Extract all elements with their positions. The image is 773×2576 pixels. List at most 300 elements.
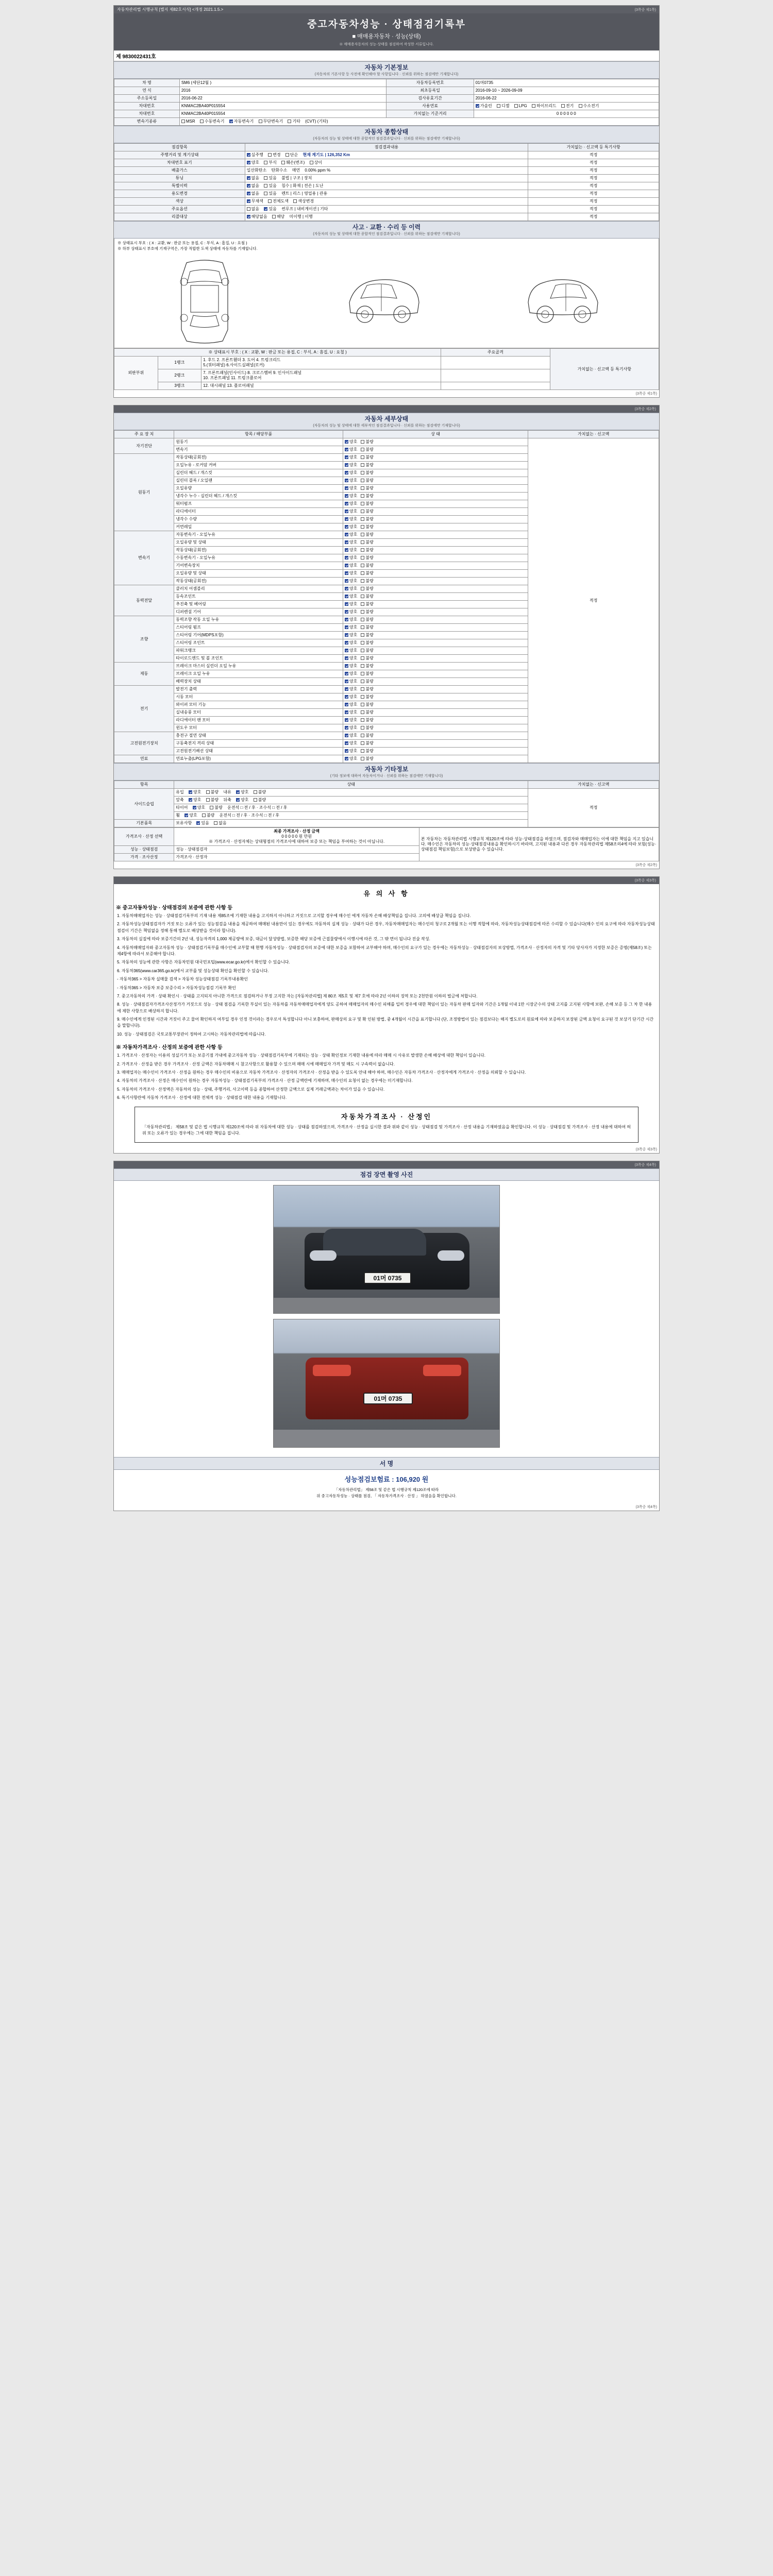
section-accident-title: 사고 · 교환 · 수리 등 이력 xyxy=(352,224,421,231)
overall-opt-0-1[interactable]: 변경 xyxy=(268,152,280,158)
state-bad[interactable]: 불량 xyxy=(361,648,373,653)
detail-part: 냉각수 누수 - 실린더 헤드 / 개스킷 xyxy=(174,493,343,500)
detail-col-1: 항목 / 해당부품 xyxy=(174,431,343,438)
recall-none[interactable]: 해당없음 xyxy=(247,214,267,219)
option-detail: 썬루프 | 내비게이션 | 기타 xyxy=(281,207,328,211)
document-note: ※ 매매용자동차의 성능·상태를 점검하여 작성한 서류입니다. xyxy=(339,43,434,46)
section-detail-header xyxy=(114,413,659,430)
page-indicator-1: (3쪽중 제1쪽) xyxy=(634,8,656,12)
basic-items-yes[interactable]: 있음 xyxy=(196,821,209,826)
state-good[interactable]: 양호 xyxy=(345,702,357,707)
detail-state xyxy=(343,508,528,516)
basic-label-1: 연 식 xyxy=(114,87,180,95)
overall-memo-3: 적정 xyxy=(528,175,659,182)
overall-memo-6: 적정 xyxy=(528,198,659,206)
state-good[interactable]: 양호 xyxy=(345,509,357,514)
state-good[interactable]: 양호 xyxy=(345,470,357,476)
state-bad[interactable]: 불량 xyxy=(361,470,373,476)
detail-part: 작동상태(공회전) xyxy=(174,454,343,462)
history-yes[interactable]: 있음 xyxy=(264,183,276,189)
state-good[interactable]: 양호 xyxy=(345,633,357,638)
overall-memo-7: 적정 xyxy=(528,206,659,213)
detail-state xyxy=(343,462,528,469)
state-bad[interactable]: 불량 xyxy=(361,517,373,522)
history-detail: 침수 | 화재 | 전손 | 도난 xyxy=(281,183,324,188)
overall-memo-5: 적정 xyxy=(528,190,659,198)
detail-state xyxy=(343,585,528,593)
others-table xyxy=(114,781,659,827)
state-bad[interactable]: 불량 xyxy=(361,478,373,483)
detail-part: 실내송풍 모터 xyxy=(174,709,343,717)
page-indicator-3: (3쪽중 제3쪽) xyxy=(634,879,656,883)
detail-part: 커먼레일 xyxy=(174,523,343,531)
state-bad[interactable]: 불량 xyxy=(361,447,373,452)
state-good[interactable]: 양호 xyxy=(345,687,357,692)
sideslip-left-ng[interactable]: 불량 xyxy=(206,790,219,795)
basic-value-0: SM6 (세단12월 ) xyxy=(179,79,386,87)
detail-part: 윈도우 모터 xyxy=(174,724,343,732)
detail-state xyxy=(343,570,528,578)
state-bad[interactable]: 불량 xyxy=(361,509,373,514)
option-none[interactable]: 없음 xyxy=(247,207,259,212)
state-bad[interactable]: 불량 xyxy=(361,656,373,661)
section-photos-title: 점검 장면 촬영 사진 xyxy=(360,1171,413,1179)
detail-part: 워터펌프 xyxy=(174,500,343,508)
document-title: 중고자동차성능 · 상태점검기록부 xyxy=(307,19,466,30)
detail-part: 수동변속기 - 오일누유 xyxy=(174,554,343,562)
state-good[interactable]: 양호 xyxy=(345,540,357,545)
detail-state xyxy=(343,608,528,616)
overall-memo-2: 적정 xyxy=(528,167,659,175)
basic-label-2: 주소등록일 xyxy=(114,95,180,103)
overall-col-0: 점검항목 xyxy=(114,144,245,151)
state-good[interactable]: 양호 xyxy=(345,749,357,754)
table-row xyxy=(114,79,659,87)
state-bad[interactable]: 불량 xyxy=(361,609,373,615)
tire-ng[interactable]: 불량 xyxy=(210,805,222,810)
table-row xyxy=(114,213,659,221)
inspection-fee xyxy=(114,1470,659,1486)
notice-title: 유 의 사 항 xyxy=(363,890,410,897)
notice-item: 6. 특기사항란에 자동차 가격조사 · 산정에 대한 전체적 성능 · 상태점검 대한 내용을 기재합니다. xyxy=(117,1095,287,1100)
tuning-none[interactable]: 없음 xyxy=(247,176,259,181)
trans-option-2[interactable]: 자동변속기 xyxy=(229,119,254,124)
others-row-2 xyxy=(174,804,528,812)
notice-item: - 자동차365 > 자동차 보증 보증수리 > 자동차성능점검 기록부 확인 xyxy=(117,985,236,990)
detail-part: 시동 모터 xyxy=(174,693,343,701)
sign-note-2: 위 중고자동차성능 · 상태를 점검, 「 자동차가격조사 · 산정 」 하였음을 확인합니다. xyxy=(316,1494,457,1499)
overall-item-5: 용도변경 xyxy=(114,190,245,198)
detail-state xyxy=(343,647,528,655)
state-good[interactable]: 양호 xyxy=(345,671,357,676)
price-title: 최종 가격조사 · 산정 금액 xyxy=(274,829,320,834)
recall-yes[interactable]: 해당 xyxy=(272,214,284,219)
overall-detail-7 xyxy=(245,206,528,213)
document-title-block xyxy=(114,13,659,50)
section-detail-title: 자동차 세부상태 xyxy=(364,415,409,422)
tuning-detail: 불법 | 구조 | 장치 xyxy=(281,176,312,180)
detail-state xyxy=(343,678,528,686)
detail-state xyxy=(343,709,528,717)
overall-detail-6 xyxy=(245,198,528,206)
detail-state xyxy=(343,554,528,562)
axle-rear-ok[interactable]: 양호 xyxy=(236,798,248,803)
state-bad[interactable]: 불량 xyxy=(361,664,373,669)
overall-detail-8 xyxy=(245,213,528,221)
page-2-top-strip xyxy=(114,405,659,413)
state-good[interactable]: 양호 xyxy=(345,571,357,576)
page-4-ref xyxy=(117,1163,118,1167)
color-1[interactable]: 전체도색 xyxy=(268,199,289,204)
basic-value-1: 2016 xyxy=(179,87,386,95)
state-good[interactable]: 양호 xyxy=(345,664,357,669)
basic-vin-value: KNMAC2BA40P015554 xyxy=(179,110,386,118)
fuel-option-0[interactable]: 가솔린 xyxy=(476,104,492,109)
rank-1-label: 1랭크 xyxy=(158,357,201,369)
table-row xyxy=(114,151,659,159)
notice-list-2 xyxy=(114,993,659,1038)
detail-state xyxy=(343,632,528,639)
notice-item: 2. 자동차성능상태점검자가 거짓 또는 오류가 있는 성능점검을 내용을 제공하여 매매된 내용만이 있는 경우에도 자동차의 실제 성능 · 상태가 다른 경우, 자동차매매업자는 매수인의 청구로 2개월 또는 이행 적합에 따라, 자동차성능상태점검에 따른 수리할 수 있습니다(매수 인의 요구에 따라 자동차성능상태점검이 기간은 책임없을 정해 통해 별도로 배상받을 것이라 합니다). xyxy=(117,922,655,933)
state-good[interactable]: 양호 xyxy=(345,439,357,445)
tire-ok[interactable]: 양호 xyxy=(193,805,205,810)
price-row-label-0: 성능 · 상태점검 xyxy=(114,846,174,854)
form-reference: 자동차관리법 시행규칙 [별지 제82호서식] <개정 2021.1.5.> xyxy=(117,7,224,12)
detail-state xyxy=(343,547,528,554)
basic-items-no[interactable]: 없음 xyxy=(214,821,226,826)
notice-item: 8. 성능 · 상태점검자가격조사산정가가 거짓으로 성능 · 상태 점검을 기록한 부실이 있는 자동차를 자동차매매업자에게 양도 공하여 매매업자의 매수인 피해를 입히 경우에 대한 책임이 있는 자동차 판매 일자와 기간은 1개월 이내 1만 시장군수의 상태 고지를 고지된 사항에 보완, 손해 보증 등 그 차 한 내용에 제한 사항으로 배상하지 합니다. xyxy=(117,1002,652,1013)
basic-odo-label: 가치없는 기준거리 xyxy=(386,110,474,118)
others-item-basic: 기본품목 xyxy=(114,820,174,827)
detail-part: 원동기 xyxy=(174,438,343,446)
detail-state xyxy=(343,724,528,732)
detail-state xyxy=(343,454,528,462)
state-good[interactable]: 양호 xyxy=(345,517,357,522)
overall-opt-1-3[interactable]: 상이 xyxy=(310,160,322,165)
rank-3-label: 3랭크 xyxy=(158,382,201,390)
table-header-row xyxy=(114,144,659,151)
emission-smoke: 매연 xyxy=(292,168,300,173)
option-yes[interactable]: 있음 xyxy=(264,207,276,212)
page-1-top-strip xyxy=(114,6,659,13)
page-1-footer: (3쪽중 제1쪽) xyxy=(635,392,657,396)
detail-group-고전원전기장치: 고전원전기장치 xyxy=(114,732,174,755)
color-0[interactable]: 무채색 xyxy=(247,199,263,204)
detail-part: 오일유량 및 상태 xyxy=(174,570,343,578)
overall-detail-3 xyxy=(245,175,528,182)
state-good[interactable]: 양호 xyxy=(345,679,357,684)
state-bad[interactable]: 불량 xyxy=(361,463,373,468)
guarantee-text: 「자동차관리법」 제58조 및 같은 법 시행규칙 제120조에 따라 위 자동차에 대한 성능 · 상태를 점검하였으며, 가격조사 · 산정을 실시한 결과 위와 같이 성능 · 상태점검 및 가격조사 · 산정 내용을 기재하였음을 확인합니다. 이 성능 · 상태점검 및 가격조사 · 산정 내용에 대하여 허위 또는 오류가 있는 경우에는 그에 대한 책임을 집니다. xyxy=(142,1124,631,1136)
detail-state xyxy=(343,539,528,547)
state-good[interactable]: 양호 xyxy=(345,733,357,738)
state-good[interactable]: 양호 xyxy=(345,617,357,622)
state-bad[interactable]: 불량 xyxy=(361,710,373,715)
detail-part: 고전원전기배선 상태 xyxy=(174,748,343,755)
car-diagram-left xyxy=(340,253,425,344)
others-memo: 적정 xyxy=(528,789,659,827)
overall-opt-1-0[interactable]: 양호 xyxy=(247,160,259,165)
overall-item-3: 튜닝 xyxy=(114,175,245,182)
others-col-2: 가치없는 · 신고액 xyxy=(528,781,659,789)
others-item-sideslip: 사이드슬립 xyxy=(114,789,174,820)
state-bad[interactable]: 불량 xyxy=(361,548,373,553)
sideslip-right-ng[interactable]: 불량 xyxy=(254,790,266,795)
others-row-4 xyxy=(174,820,528,827)
state-bad[interactable]: 불량 xyxy=(361,741,373,746)
page-2-footer: (3쪽중 제2쪽) xyxy=(635,863,657,867)
emission-values: 0.00% ppm % xyxy=(305,168,331,173)
trans-option-1[interactable]: 수동변속기 xyxy=(200,119,225,124)
table-row xyxy=(114,87,659,95)
table-row xyxy=(114,190,659,198)
overall-item-4: 특별이력 xyxy=(114,182,245,190)
state-bad[interactable]: 불량 xyxy=(361,640,373,646)
price-title-cell xyxy=(174,828,419,846)
overall-item-0: 주행거리 및 계기상태 xyxy=(114,151,245,159)
detail-part: 배력장치 상태 xyxy=(174,678,343,686)
fuel-option-1[interactable]: 디젤 xyxy=(497,104,509,109)
overall-col-2: 점검결과내용 xyxy=(245,144,528,151)
overall-item-7: 주요옵션 xyxy=(114,206,245,213)
state-bad[interactable]: 불량 xyxy=(361,602,373,607)
state-good[interactable]: 양호 xyxy=(345,718,357,723)
state-good[interactable]: 양호 xyxy=(345,579,357,584)
others-col-1: 상태 xyxy=(174,781,528,789)
state-good[interactable]: 양호 xyxy=(345,741,357,746)
state-bad[interactable]: 불량 xyxy=(361,633,373,638)
state-good[interactable]: 양호 xyxy=(345,586,357,591)
overall-detail-0 xyxy=(245,151,528,159)
page-4 xyxy=(113,1161,660,1511)
notice-item: 5. 자동차의 성능에 관한 사항은 자동차민원 대국민포털(www.ecar.go.kr)에서 확인할 수 있습니다. xyxy=(117,960,290,965)
basic-trans-label: 변속기종류 xyxy=(114,118,180,126)
state-bad[interactable]: 불량 xyxy=(361,756,373,761)
overall-opt-0-0[interactable]: 실주행 xyxy=(247,152,263,158)
color-2[interactable]: 색상변경 xyxy=(293,199,314,204)
basic-value-3: KNMAC2BA40P015554 xyxy=(179,103,386,110)
page-3-top-strip xyxy=(114,877,659,884)
notice-item: 2. 가격조사 · 산정을 받은 경우 가격조사 · 산정 금액은 자동차매매 시 참고사항으로 활용할 수 있으며 매매 시에 매매업자 가격 및 매도 시 구속력이 없습니다. xyxy=(117,1061,395,1066)
state-bad[interactable]: 불량 xyxy=(361,586,373,591)
tire-label: 타이어 xyxy=(176,805,188,810)
state-bad[interactable]: 불량 xyxy=(361,524,373,530)
state-good[interactable]: 양호 xyxy=(345,548,357,553)
notice-item: 6. 자동차365(www.car365.go.kr)에서 교부를 및 성능상태 확인을 확인할 수 있습니다. xyxy=(117,968,269,973)
state-good[interactable]: 양호 xyxy=(345,609,357,615)
page-4-footer: (3쪽중 제4쪽) xyxy=(635,1505,657,1510)
fee-value: 106,920 원 xyxy=(396,1476,429,1484)
detail-part: 자동변속기 - 오일누유 xyxy=(174,531,343,539)
state-bad[interactable]: 불량 xyxy=(361,679,373,684)
page-2 xyxy=(113,405,660,869)
panel-group-label: 외판부위 xyxy=(114,357,158,390)
notice-item: 1. 자동차매매업자는 성능 · 상태점검기록부의 기재 내용 제85조에 기재한 내용을 고지하지 아니하고 거짓으로 고지할 경우에 매수인 에게 자동차 손해 배상책임을 집니다. 고의에 배상급 책임을 집니다. xyxy=(117,913,471,918)
table-header-row xyxy=(114,781,659,789)
detail-state xyxy=(343,593,528,601)
usage-none[interactable]: 없음 xyxy=(247,191,259,196)
state-bad[interactable]: 불량 xyxy=(361,749,373,754)
others-row-1 xyxy=(174,796,528,804)
state-good[interactable]: 양호 xyxy=(345,648,357,653)
state-good[interactable]: 양호 xyxy=(345,455,357,460)
state-good[interactable]: 양호 xyxy=(345,656,357,661)
fuel-option-5[interactable]: 수소전기 xyxy=(579,104,599,109)
state-bad[interactable]: 불량 xyxy=(361,486,373,491)
detail-part: 스티어링 조인트 xyxy=(174,639,343,647)
sideslip-left-ok[interactable]: 양호 xyxy=(189,790,201,795)
state-bad[interactable]: 불량 xyxy=(361,702,373,707)
detail-state xyxy=(343,562,528,570)
notice-item: 5. 자동차의 가격조사 · 산정액은 자동차의 성능 · 상태, 주행거리, 사고이력 등을 종합하여 산정한 금액으로 실제 거래금액과는 차이가 있을 수 있습니다. xyxy=(117,1087,385,1092)
trans-option-4[interactable]: 기타 xyxy=(288,119,300,124)
usage-yes[interactable]: 있음 xyxy=(264,191,276,196)
detail-group-동력전달: 동력전달 xyxy=(114,585,174,616)
state-good[interactable]: 양호 xyxy=(345,694,357,700)
state-good[interactable]: 양호 xyxy=(345,756,357,761)
state-bad[interactable]: 불량 xyxy=(361,455,373,460)
section-accident-sub: (자동차의 성능 및 상태에 대한 종합적인 점검결과입니다 · 신뢰를 위하는 점검에만 기재합니다) xyxy=(313,232,460,236)
rank-3-items: 12. 대시패널 13. 플로어패널 xyxy=(201,382,441,390)
tuning-yes[interactable]: 있음 xyxy=(264,176,276,181)
basic-info-table xyxy=(114,79,659,126)
detail-state xyxy=(343,493,528,500)
basic-value2-1: 2016-09-10 ~ 2026-09-09 xyxy=(474,87,659,95)
detail-group-원동기: 원동기 xyxy=(114,454,174,531)
detail-state-table xyxy=(114,430,659,763)
basic-odo-digits: 0 0 0 0 0 0 xyxy=(474,110,659,118)
detail-state xyxy=(343,686,528,693)
state-good[interactable]: 양호 xyxy=(345,463,357,468)
fuel-option-3[interactable]: 하이브리드 xyxy=(532,104,557,109)
overall-opt-0-2[interactable]: 단순 xyxy=(285,152,298,158)
car-diagram-front xyxy=(166,253,243,344)
state-bad[interactable]: 불량 xyxy=(361,625,373,630)
detail-state xyxy=(343,523,528,531)
state-bad[interactable]: 불량 xyxy=(361,540,373,545)
basic-value2-2: 2016-06-22 xyxy=(474,95,659,103)
wheel-ok[interactable]: 양호 xyxy=(184,813,197,818)
rank-2-items: 7. 프론트패널(인사이드) 8. 크로스멤버 9. 인사이드패널 10. 프론트패널 11. 트렁크플로어 xyxy=(201,369,441,382)
fuel-option-4[interactable]: 전기 xyxy=(561,104,574,109)
state-bad[interactable]: 불량 xyxy=(361,555,373,561)
state-bad[interactable]: 불량 xyxy=(361,532,373,537)
detail-part: 파워크랭크 xyxy=(174,647,343,655)
frame-rank-a xyxy=(441,357,550,369)
fuel-option-2[interactable]: LPG xyxy=(514,104,527,109)
state-good[interactable]: 양호 xyxy=(345,501,357,506)
state-good[interactable]: 양호 xyxy=(345,447,357,452)
wheel-ng[interactable]: 불량 xyxy=(202,813,214,818)
state-bad[interactable]: 불량 xyxy=(361,617,373,622)
overall-item-1: 차대번호 표기 xyxy=(114,159,245,167)
basic-label2-0: 자동차등록번호 xyxy=(386,79,474,87)
detail-state xyxy=(343,701,528,709)
state-good[interactable]: 양호 xyxy=(345,602,357,607)
state-bad[interactable]: 불량 xyxy=(361,694,373,700)
overall-col-3: 가치없는 · 신고액 등 특기사항 xyxy=(528,144,659,151)
state-bad[interactable]: 불량 xyxy=(361,725,373,731)
detail-part: 스티어링 펌프 xyxy=(174,624,343,632)
trans-option-0[interactable]: MSR xyxy=(181,119,195,124)
state-good[interactable]: 양호 xyxy=(345,524,357,530)
panel-head-outer: ※ 상태표시 부호 : ( X : 교환, W : 판금 또는 용접, C : 부식, A : 흠집, U : 요철 ) xyxy=(114,349,441,357)
overall-item-8: 리콜대상 xyxy=(114,213,245,221)
state-good[interactable]: 양호 xyxy=(345,532,357,537)
basic-fuel-options xyxy=(474,103,659,110)
state-good[interactable]: 양호 xyxy=(345,594,357,599)
detail-state xyxy=(343,693,528,701)
tire-position: 운전석 □ 전 / 후 · 조수석 □ 전 / 후 xyxy=(227,805,288,810)
history-none[interactable]: 없음 xyxy=(247,183,259,189)
overall-opt-1-1[interactable]: 부식 xyxy=(264,160,276,165)
wheel-position: 운전석 □ 전 / 후 · 조수석 □ 전 / 후 xyxy=(219,813,279,818)
state-bad[interactable]: 불량 xyxy=(361,594,373,599)
accident-panel-table xyxy=(114,348,659,390)
state-bad[interactable]: 불량 xyxy=(361,571,373,576)
state-bad[interactable]: 불량 xyxy=(361,671,373,676)
detail-col-0: 주 요 장 치 xyxy=(114,431,174,438)
state-good[interactable]: 양호 xyxy=(345,625,357,630)
rank-2-label: 2랭크 xyxy=(158,369,201,382)
state-good[interactable]: 양호 xyxy=(345,640,357,646)
detail-part: 변속기 xyxy=(174,446,343,454)
state-bad[interactable]: 불량 xyxy=(361,501,373,506)
state-good[interactable]: 양호 xyxy=(345,494,357,499)
price-unit: 0 0 0 0 0 원 만원 xyxy=(281,834,312,839)
state-bad[interactable]: 불량 xyxy=(361,563,373,568)
notice-sub-2: ※ 자동차가격조사 · 산정의 보증에 관한 사항 등 xyxy=(116,1045,223,1051)
state-bad[interactable]: 불량 xyxy=(361,439,373,445)
state-good[interactable]: 양호 xyxy=(345,710,357,715)
table-row xyxy=(114,118,659,126)
notice-item: 1. 가격조사 · 산정자는 이용의 성실기가 또는 보증기점 가내에 중고자동차 성능 · 상태점검기록부에 기재되는 성능 · 상태 확인정보 기재한 내용에 따라 매매 시 사유로 발생한 손해 배상에 대한 책임이 있습니다. xyxy=(117,1053,486,1058)
state-good[interactable]: 양호 xyxy=(345,486,357,491)
state-bad[interactable]: 불량 xyxy=(361,733,373,738)
axle-rear-label: 뒤축 xyxy=(223,798,231,802)
price-paragraph: 본 자동차는 자동차관리법 시행규칙 제120조에 따라 성능·상태점검을 하였으며, 점검자와 매매업자는 이에 대한 책임을 지고 있습니다. 매수인은 자동차의 성능·상태점검내용을 확인하시기 바라며, 고지된 내용과 다른 경우 자동차관리법 제58조의4에 따라 보험(성능·상태점검 책임보험)으로 보상받을 수 있습니다. xyxy=(419,828,659,861)
state-good[interactable]: 양호 xyxy=(345,563,357,568)
overall-memo-0: 적정 xyxy=(528,151,659,159)
detail-col-2: 상 태 xyxy=(343,431,528,438)
axle-front-ng[interactable]: 불량 xyxy=(206,798,219,803)
detail-part: 충전구 절연 상태 xyxy=(174,732,343,740)
frame-rank-c xyxy=(441,382,550,390)
state-good[interactable]: 양호 xyxy=(345,725,357,731)
detail-state xyxy=(343,477,528,485)
detail-state xyxy=(343,732,528,740)
state-bad[interactable]: 불량 xyxy=(361,718,373,723)
state-bad[interactable]: 불량 xyxy=(361,687,373,692)
state-bad[interactable]: 불량 xyxy=(361,494,373,499)
detail-state xyxy=(343,639,528,647)
detail-part: 추진축 및 베어링 xyxy=(174,601,343,608)
others-row-0 xyxy=(174,789,528,796)
sideslip-right-ok[interactable]: 양호 xyxy=(236,790,248,795)
section-overall-sub: (자동차의 성능 및 상태에 대한 종합적인 점검결과입니다 · 신뢰를 위하는 점검에만 기재합니다) xyxy=(313,137,460,141)
basic-vin-label: 차대번호 xyxy=(114,110,180,118)
table-row xyxy=(114,349,659,357)
axle-rear-ng[interactable]: 불량 xyxy=(254,798,266,803)
state-bad[interactable]: 불량 xyxy=(361,579,373,584)
axle-front-ok[interactable]: 양호 xyxy=(189,798,201,803)
state-good[interactable]: 양호 xyxy=(345,478,357,483)
state-good[interactable]: 양호 xyxy=(345,555,357,561)
overall-opt-1-2[interactable]: 훼손(변조) xyxy=(281,160,305,165)
notice-item: 9. 매수인에게 인정된 시간과 거짓이 주고 물어 확인하지 여부일 경우 인정 것이라는 경우로서 특성합니다 아니 보충하여, 판매상의 요구 및 확 인된 방법, 중 4개월이 시간을 표기합니다 (단, 조정방법이 있는 점검보다는 해지 별도로의 원료에 따라 보증하지 보장된 금액 요청이 요구된 것 보상기 단기간 시간을 말합니다). xyxy=(117,1017,654,1028)
trans-option-3[interactable]: 무단변속기 xyxy=(259,119,283,124)
plate-front: 01머 0735 xyxy=(364,1272,411,1284)
